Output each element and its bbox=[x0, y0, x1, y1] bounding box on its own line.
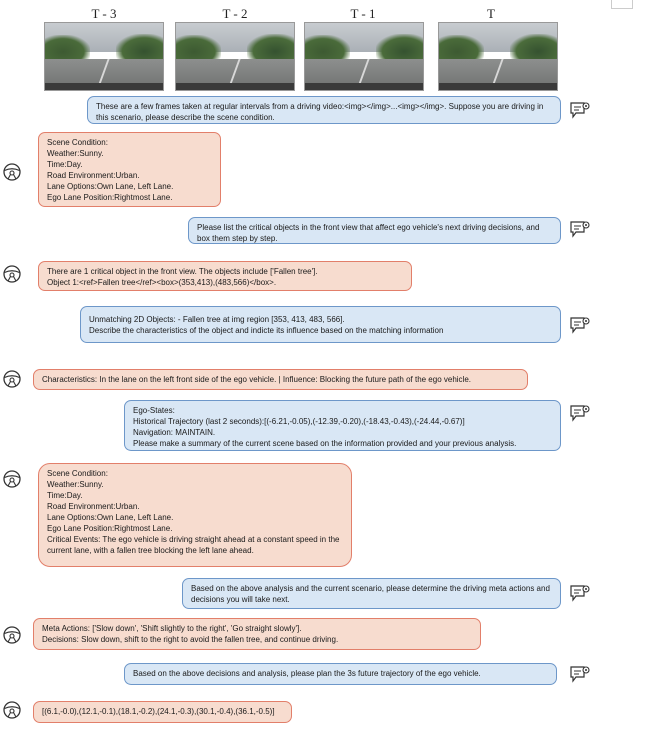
frame-label-t-1: T - 1 bbox=[350, 6, 376, 21]
chat-gear-icon bbox=[569, 220, 591, 240]
steering-wheel-icon bbox=[1, 700, 23, 720]
steering-wheel-icon bbox=[1, 625, 23, 645]
video-frame-t-1 bbox=[304, 22, 424, 91]
frame-label-t-2: T - 2 bbox=[222, 6, 248, 21]
frame-label-t: T bbox=[487, 6, 495, 21]
user-message-6: Based on the above decisions and analysis, please plan the 3s future trajectory of the ego vehicle. bbox=[124, 663, 557, 685]
chat-gear-icon bbox=[569, 665, 591, 685]
video-frame-t-2 bbox=[175, 22, 295, 91]
assistant-message-6: [(6.1,-0.0),(12.1,-0.1),(18.1,-0.2),(24.1,-0.3),(30.1,-0.4),(36.1,-0.5)] bbox=[33, 701, 292, 723]
frame-label-t-3: T - 3 bbox=[91, 6, 117, 21]
steering-wheel-icon bbox=[1, 369, 23, 389]
user-message-1: These are a few frames taken at regular intervals from a driving video:<img></img>...<img></img>. Suppose you are driving in this scenario, please describe the scene condition. bbox=[87, 96, 561, 124]
assistant-message-4: Scene Condition: Weather:Sunny. Time:Day. Road Environment:Urban. Lane Options:Own Lane, Left Lane. Ego Lane Position:Rightmost Lane. Critical Events: The ego vehicle is driving straight ahead at a constant speed in the current lane, with a fallen tree blocking the left lane ahead. bbox=[38, 463, 352, 567]
assistant-message-2: There are 1 critical object in the front view. The objects include ['Fallen tree']. Object 1:<ref>Fallen tree</ref><box>(353,413),(483,566)</box>. bbox=[38, 261, 412, 291]
page-corner-mark bbox=[611, 0, 633, 9]
user-message-5: Based on the above analysis and the current scenario, please determine the driving meta actions and decisions you will take next. bbox=[182, 578, 561, 609]
user-message-2: Please list the critical objects in the front view that affect ego vehicle's next driving decisions, and box them step by step. bbox=[188, 217, 561, 244]
chat-gear-icon bbox=[569, 316, 591, 336]
user-message-4: Ego-States: Historical Trajectory (last 2 seconds):[(-6.21,-0.05),(-12.39,-0.20),(-18.43,-0.43),(-24.44,-0.67)] Navigation: MAINTAIN. Please make a summary of the current scene based on the information provided and your previous analysis. bbox=[124, 400, 561, 451]
assistant-message-3: Characteristics: In the lane on the left front side of the ego vehicle. | Influence: Blocking the future path of the ego vehicle. bbox=[33, 369, 528, 390]
assistant-message-1: Scene Condition: Weather:Sunny. Time:Day. Road Environment:Urban. Lane Options:Own Lane, Left Lane. Ego Lane Position:Rightmost Lane. bbox=[38, 132, 221, 207]
chat-gear-icon bbox=[569, 584, 591, 604]
steering-wheel-icon bbox=[1, 469, 23, 489]
video-frame-t-3 bbox=[44, 22, 164, 91]
video-frame-t bbox=[438, 22, 558, 91]
user-message-3: Unmatching 2D Objects: - Fallen tree at img region [353, 413, 483, 566]. Describe the characteristics of the object and indicte its influence based on the matching information bbox=[80, 306, 561, 343]
chat-gear-icon bbox=[569, 404, 591, 424]
assistant-message-5: Meta Actions: ['Slow down', 'Shift slightly to the right', 'Go straight slowly']. Decisions: Slow down, shift to the right to avoid the fallen tree, and continue driving. bbox=[33, 618, 481, 650]
chat-gear-icon bbox=[569, 101, 591, 121]
steering-wheel-icon bbox=[1, 264, 23, 284]
steering-wheel-icon bbox=[1, 162, 23, 182]
